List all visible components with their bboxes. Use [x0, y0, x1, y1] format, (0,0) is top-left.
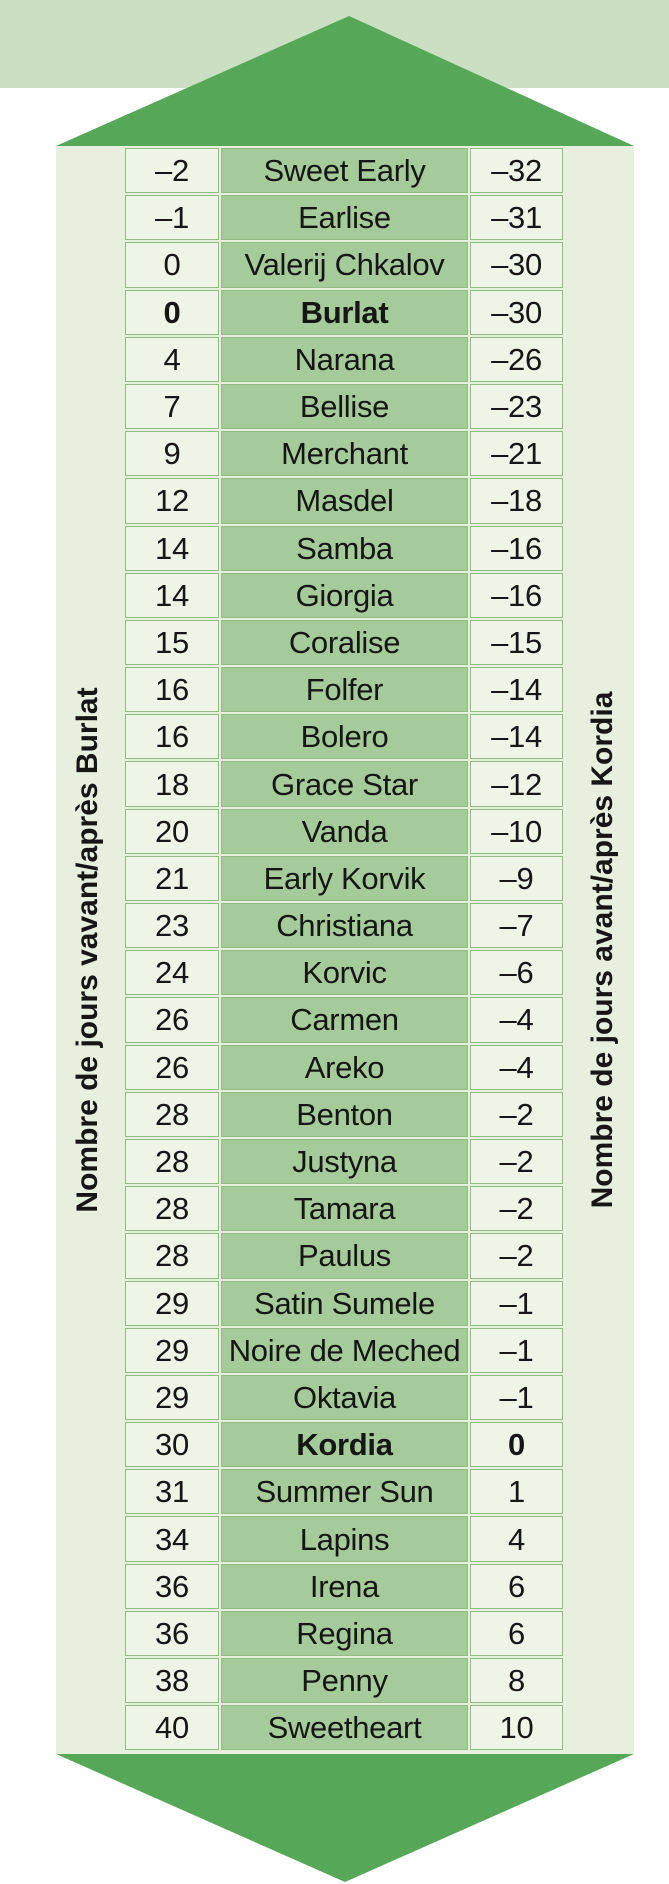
days-kordia-cell: –26: [470, 337, 563, 382]
days-burlat-cell: 29: [125, 1375, 219, 1420]
days-kordia-cell: –9: [470, 856, 563, 901]
days-kordia-cell: –4: [470, 997, 563, 1042]
days-kordia-cell: –4: [470, 1045, 563, 1090]
variety-cell: Noire de Meched: [221, 1328, 468, 1373]
days-burlat-cell: 7: [125, 384, 219, 429]
variety-cell: Oktavia: [221, 1375, 468, 1420]
days-burlat-cell: 29: [125, 1281, 219, 1326]
variety-cell: Summer Sun: [221, 1469, 468, 1514]
days-burlat-cell: 4: [125, 337, 219, 382]
variety-cell: Areko: [221, 1045, 468, 1090]
days-burlat-cell: 29: [125, 1328, 219, 1373]
variety-cell: Christiana: [221, 903, 468, 948]
days-kordia-cell: –2: [470, 1233, 563, 1278]
days-kordia-cell: –16: [470, 526, 563, 571]
days-burlat-cell: 21: [125, 856, 219, 901]
variety-cell: Korvic: [221, 950, 468, 995]
days-burlat-cell: 14: [125, 526, 219, 571]
days-burlat-cell: 38: [125, 1658, 219, 1703]
variety-cell: Bellise: [221, 384, 468, 429]
days-burlat-cell: 16: [125, 667, 219, 712]
variety-cell: Coralise: [221, 620, 468, 665]
days-burlat-cell: 23: [125, 903, 219, 948]
right-axis-label: Nombre de jours avant/après Kordia: [586, 691, 619, 1209]
days-burlat-cell: 28: [125, 1233, 219, 1278]
variety-cell: Paulus: [221, 1233, 468, 1278]
variety-cell: Carmen: [221, 997, 468, 1042]
days-kordia-cell: –12: [470, 761, 563, 806]
variety-cell: Justyna: [221, 1139, 468, 1184]
days-burlat-cell: 36: [125, 1564, 219, 1609]
days-kordia-cell: 6: [470, 1564, 563, 1609]
days-burlat-cell: 40: [125, 1705, 219, 1750]
variety-cell: Bolero: [221, 714, 468, 759]
days-burlat-cell: 12: [125, 478, 219, 523]
variety-cell: Satin Sumele: [221, 1281, 468, 1326]
variety-table: [125, 148, 563, 1750]
days-kordia-cell: –2: [470, 1186, 563, 1231]
days-kordia-cell: –14: [470, 714, 563, 759]
variety-cell: Narana: [221, 337, 468, 382]
days-kordia-cell: –30: [470, 242, 563, 287]
variety-cell: Irena: [221, 1564, 468, 1609]
days-burlat-cell: 24: [125, 950, 219, 995]
days-burlat-cell: 28: [125, 1186, 219, 1231]
days-burlat-cell: 9: [125, 431, 219, 476]
variety-cell: Grace Star: [221, 761, 468, 806]
variety-cell: Burlat: [221, 290, 468, 335]
days-kordia-cell: 0: [470, 1422, 563, 1467]
variety-cell: Early Korvik: [221, 856, 468, 901]
days-kordia-cell: –2: [470, 1092, 563, 1137]
days-kordia-cell: –1: [470, 1328, 563, 1373]
variety-cell: Merchant: [221, 431, 468, 476]
days-burlat-cell: –1: [125, 195, 219, 240]
days-kordia-cell: 10: [470, 1705, 563, 1750]
days-burlat-cell: 18: [125, 761, 219, 806]
days-kordia-cell: –1: [470, 1281, 563, 1326]
days-burlat-cell: 36: [125, 1611, 219, 1656]
days-kordia-cell: –23: [470, 384, 563, 429]
days-kordia-cell: –16: [470, 573, 563, 618]
days-burlat-cell: 31: [125, 1469, 219, 1514]
days-kordia-cell: –32: [470, 148, 563, 193]
days-burlat-cell: 26: [125, 1045, 219, 1090]
days-burlat-cell: –2: [125, 148, 219, 193]
days-kordia-cell: –18: [470, 478, 563, 523]
days-kordia-cell: –14: [470, 667, 563, 712]
variety-cell: Valerij Chkalov: [221, 242, 468, 287]
days-burlat-cell: 0: [125, 242, 219, 287]
days-kordia-cell: –31: [470, 195, 563, 240]
days-kordia-cell: –7: [470, 903, 563, 948]
variety-cell: Benton: [221, 1092, 468, 1137]
variety-cell: Kordia: [221, 1422, 468, 1467]
days-kordia-cell: –10: [470, 809, 563, 854]
days-kordia-cell: 4: [470, 1516, 563, 1561]
days-kordia-cell: –21: [470, 431, 563, 476]
days-kordia-cell: –30: [470, 290, 563, 335]
variety-cell: Regina: [221, 1611, 468, 1656]
variety-cell: Giorgia: [221, 573, 468, 618]
days-burlat-cell: 0: [125, 290, 219, 335]
variety-cell: Sweet Early: [221, 148, 468, 193]
variety-cell: Sweetheart: [221, 1705, 468, 1750]
days-burlat-cell: 34: [125, 1516, 219, 1561]
days-kordia-cell: 1: [470, 1469, 563, 1514]
variety-cell: Tamara: [221, 1186, 468, 1231]
days-burlat-cell: 28: [125, 1092, 219, 1137]
days-burlat-cell: 28: [125, 1139, 219, 1184]
days-burlat-cell: 20: [125, 809, 219, 854]
days-kordia-cell: 8: [470, 1658, 563, 1703]
variety-cell: Folfer: [221, 667, 468, 712]
days-burlat-cell: 30: [125, 1422, 219, 1467]
days-kordia-cell: 6: [470, 1611, 563, 1656]
days-kordia-cell: –1: [470, 1375, 563, 1420]
days-burlat-cell: 26: [125, 997, 219, 1042]
days-kordia-cell: –2: [470, 1139, 563, 1184]
variety-cell: Samba: [221, 526, 468, 571]
variety-cell: Masdel: [221, 478, 468, 523]
days-burlat-cell: 14: [125, 573, 219, 618]
left-axis-label: Nombre de jours vavant/après Burlat: [71, 687, 104, 1213]
days-kordia-cell: –15: [470, 620, 563, 665]
down-arrow-shape: [56, 1754, 634, 1882]
days-burlat-cell: 15: [125, 620, 219, 665]
variety-cell: Vanda: [221, 809, 468, 854]
variety-cell: Penny: [221, 1658, 468, 1703]
days-burlat-cell: 16: [125, 714, 219, 759]
variety-cell: Earlise: [221, 195, 468, 240]
days-kordia-cell: –6: [470, 950, 563, 995]
variety-cell: Lapins: [221, 1516, 468, 1561]
